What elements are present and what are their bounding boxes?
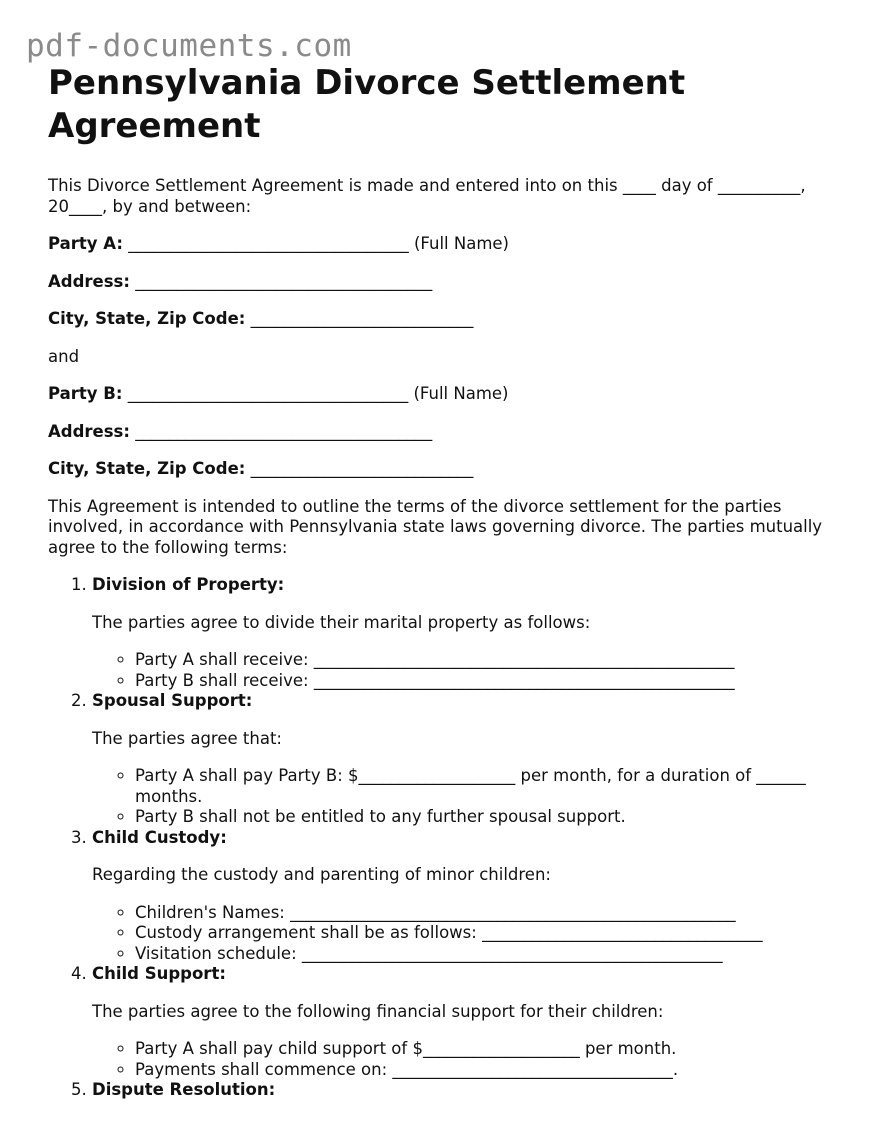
list-item: ◦ Party B shall not be entitled to any further spousal support. xyxy=(135,807,848,828)
party-b-city-field xyxy=(48,459,848,480)
party-b-name-field xyxy=(48,384,848,405)
section-dispute-resolution xyxy=(92,1080,848,1101)
section-description: Regarding the custody and parenting of minor children: xyxy=(92,865,551,884)
party-a-address-field xyxy=(48,272,848,293)
section-description: The parties agree that: xyxy=(92,728,282,748)
party-b-address-blank: ____________________________________ xyxy=(135,421,433,441)
section-title: Child Custody: xyxy=(92,827,227,847)
section-title: Division of Property: xyxy=(92,575,285,594)
section-items xyxy=(92,650,848,691)
party-b-city-blank: ___________________________ xyxy=(250,459,474,478)
party-b-city-label: City, State, Zip Code: xyxy=(48,459,246,478)
section-items xyxy=(92,1039,848,1080)
intro-paragraph: This Divorce Settlement Agreement is made and entered into on this ____ day of __________, 20____, by and between: xyxy=(48,176,806,216)
party-b-address-field xyxy=(48,422,848,443)
list-item: ◦ Custody arrangement shall be as follows: __________________________________ xyxy=(135,923,848,944)
section-title: Spousal Support: xyxy=(92,691,253,710)
party-a-name-field xyxy=(48,234,848,255)
party-b-address-label: Address: xyxy=(48,421,130,441)
section-description: The parties agree to divide their marital property as follows: xyxy=(92,612,591,632)
party-a-name-hint: (Full Name) xyxy=(413,234,509,253)
watermark: pdf-documents.com xyxy=(26,28,352,64)
party-b-name-blank: __________________________________ xyxy=(127,384,409,403)
party-a-address-blank: ____________________________________ xyxy=(135,271,433,291)
document-body xyxy=(48,62,848,1101)
section-description: The parties agree to the following financial support for their children: xyxy=(92,1001,664,1021)
party-a-address-label: Address: xyxy=(48,271,130,291)
list-item: ◦ Party A shall receive: ___________________________________________________ xyxy=(135,650,848,671)
list-item: ◦ Party B shall receive: ___________________________________________________ xyxy=(135,671,848,692)
party-b-name-hint: (Full Name) xyxy=(413,384,509,403)
document-title: Pennsylvania Divorce Settlement Agreement xyxy=(48,63,686,146)
party-a-city-blank: ___________________________ xyxy=(250,309,474,328)
list-item: ◦ Children's Names: ______________________________________________________ xyxy=(135,903,848,924)
section-child-support xyxy=(92,964,848,1080)
list-item: ◦ Visitation schedule: ___________________________________________________ xyxy=(135,944,848,965)
purpose-paragraph: This Agreement is intended to outline the terms of the divorce settlement for the parties involved, in accordance with Pennsylvania state laws governing divorce. The parties mutually agree to the following terms: xyxy=(48,496,823,557)
and-text: and xyxy=(48,346,80,366)
section-division-of-property xyxy=(92,575,848,691)
party-a-name-blank: __________________________________ xyxy=(128,234,409,253)
party-a-name-label: Party A: xyxy=(48,234,123,253)
list-item: ◦ Party A shall pay child support of $___________________ per month. xyxy=(135,1039,848,1060)
list-item: ◦ Payments shall commence on: __________________________________. xyxy=(135,1060,848,1081)
section-items xyxy=(92,766,848,828)
section-items xyxy=(92,903,848,965)
list-item: ◦ Party A shall pay Party B: $___________________ per month, for a duration of ______ months. xyxy=(135,766,848,807)
party-b-name-label: Party B: xyxy=(48,384,123,403)
section-title: Child Support: xyxy=(92,964,226,983)
section-title: Dispute Resolution: xyxy=(92,1080,276,1099)
section-child-custody xyxy=(92,828,848,965)
terms-list xyxy=(48,575,848,1101)
party-a-city-label: City, State, Zip Code: xyxy=(48,309,246,328)
party-a-city-field xyxy=(48,309,848,330)
section-spousal-support xyxy=(92,691,848,828)
